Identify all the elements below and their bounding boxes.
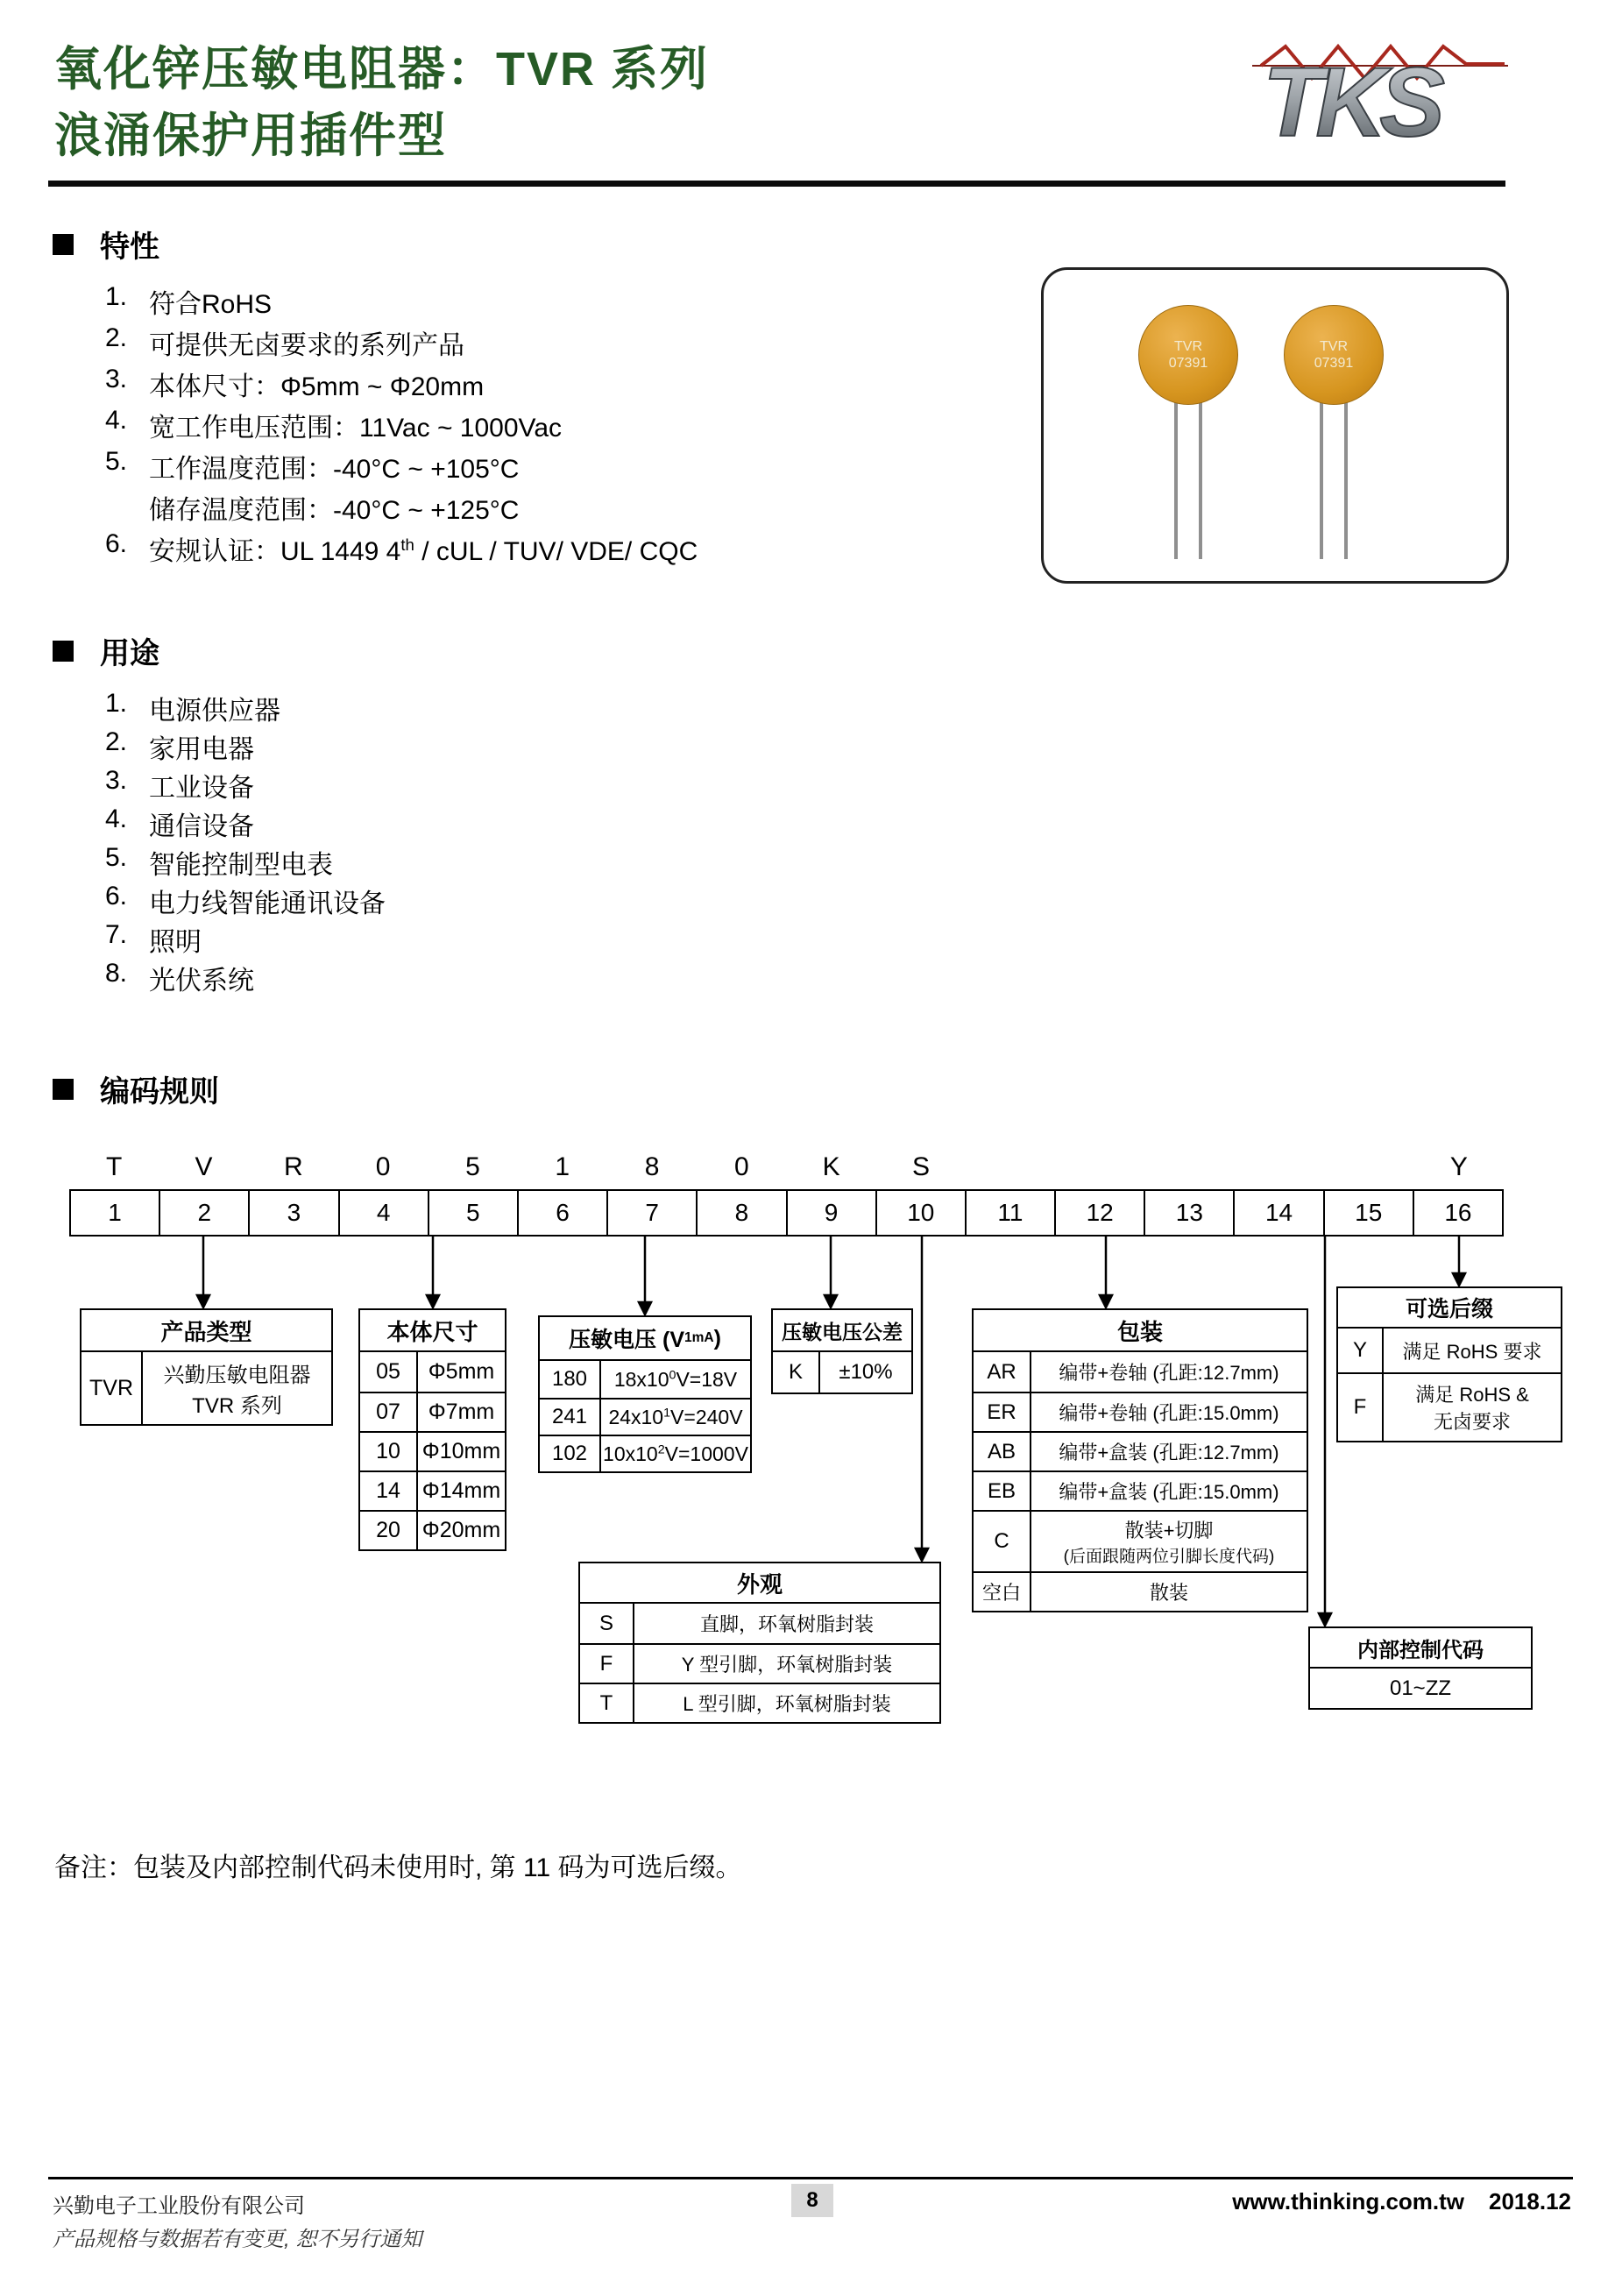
list-number: 3. xyxy=(105,365,128,393)
application-item xyxy=(105,804,254,843)
application-item xyxy=(105,920,202,959)
packaging-value: 散装 xyxy=(1149,1582,1188,1604)
list-text: 本体尺寸：Φ5mm ~ Φ20mm xyxy=(149,372,485,401)
internal-code-header: 内部控制代码 xyxy=(1310,1628,1531,1669)
suffix-header: 可选后缀 xyxy=(1338,1288,1561,1329)
voltage-header-pre: 压敏电压 (V xyxy=(569,1328,684,1352)
voltage-tolerance-table xyxy=(771,1308,913,1394)
tks-logo xyxy=(1249,29,1512,159)
list-text: 储存温度范围：-40°C ~ +125°C xyxy=(149,496,520,525)
code-digit-cell: 15 xyxy=(1325,1191,1414,1235)
suffix-value-line1: 满足 RoHS & xyxy=(1415,1384,1529,1406)
optional-suffix-table xyxy=(1336,1286,1562,1442)
code-letter: 0 xyxy=(734,1152,749,1181)
product-photo xyxy=(1041,267,1509,584)
disc-marking-line1: TVR xyxy=(1174,339,1202,354)
voltage-code: 180 xyxy=(540,1361,601,1398)
list-number xyxy=(105,488,149,527)
list-number: 1. xyxy=(105,689,128,718)
packaging-code: AB xyxy=(974,1433,1031,1470)
code-letter xyxy=(966,1150,1055,1185)
code-digit-cell: 10 xyxy=(877,1191,967,1235)
section-applications-label: 用途 xyxy=(100,637,159,670)
feature-item xyxy=(105,365,484,403)
application-item xyxy=(105,689,280,727)
list-number: 6. xyxy=(105,529,128,558)
product-type-desc-line2: TVR 系列 xyxy=(192,1394,282,1418)
list-number: 2. xyxy=(105,727,128,756)
voltage-value-post: V=1000V xyxy=(664,1442,748,1465)
code-letter xyxy=(1324,1150,1413,1185)
list-number: 5. xyxy=(105,447,128,476)
list-text: 电源供应器 xyxy=(149,697,280,726)
section-bullet-square xyxy=(53,1079,74,1100)
list-number: 4. xyxy=(105,406,128,435)
disc-marking-line2: 07391 xyxy=(1314,356,1354,371)
footer-right xyxy=(1232,2188,1571,2215)
logo-text: TKS xyxy=(1263,47,1438,157)
packaging-code: AR xyxy=(974,1352,1031,1392)
voltage-value-exp: 1 xyxy=(663,1405,671,1420)
list-text: 智能控制型电表 xyxy=(149,851,333,880)
voltage-value xyxy=(601,1400,750,1435)
voltage-header-sub: 1mA xyxy=(684,1330,714,1345)
code-letter xyxy=(1055,1150,1144,1185)
code-letter: R xyxy=(283,1152,303,1181)
voltage-value xyxy=(601,1436,750,1471)
list-text: 宽工作电压范围：11Vac ~ 1000Vac xyxy=(149,414,563,443)
list-number: 3. xyxy=(105,766,128,795)
appearance-code: T xyxy=(580,1684,634,1722)
page-number-badge: 8 xyxy=(791,2184,833,2217)
code-digit-cell: 11 xyxy=(967,1191,1056,1235)
product-type-table xyxy=(80,1308,333,1426)
list-text: 家用电器 xyxy=(149,735,254,764)
footer-company: 兴勤电子工业股份有限公司 xyxy=(53,2194,305,2218)
code-letter xyxy=(1145,1150,1235,1185)
code-digit-cell: 1 xyxy=(71,1191,160,1235)
packaging-value-line2: (后面跟随两位引脚长度代码) xyxy=(1063,1548,1275,1566)
suffix-value: 满足 RoHS 要求 xyxy=(1402,1340,1542,1363)
list-text: 通信设备 xyxy=(149,812,254,841)
title-divider xyxy=(48,181,1505,187)
varistor-disc xyxy=(1284,305,1384,405)
size-value: Φ7mm xyxy=(428,1400,495,1424)
list-text: 工业设备 xyxy=(149,774,254,803)
section-applications xyxy=(53,629,159,672)
feature-item-continued xyxy=(105,488,519,527)
packaging-value-line1: 散装+切脚 xyxy=(1124,1520,1214,1541)
varistor-lead xyxy=(1199,398,1202,559)
appearance-table xyxy=(578,1562,941,1724)
packaging-code: EB xyxy=(974,1472,1031,1510)
packaging-header: 包装 xyxy=(974,1310,1307,1352)
size-value: Φ14mm xyxy=(421,1478,501,1503)
tolerance-value: ±10% xyxy=(839,1360,893,1384)
voltage-value-post: V=240V xyxy=(670,1405,743,1428)
feature-item xyxy=(105,282,272,321)
code-digit-row xyxy=(69,1189,1504,1237)
product-type-desc-line1: 兴勤压敏电阻器 xyxy=(163,1364,311,1387)
section-features-label: 特性 xyxy=(100,230,159,264)
code-digit-cell: 2 xyxy=(160,1191,250,1235)
appearance-value: Y 型引脚，环氧树脂封装 xyxy=(681,1654,893,1676)
list-number: 8. xyxy=(105,959,128,988)
code-letter: K xyxy=(822,1152,840,1181)
list-number: 5. xyxy=(105,843,128,872)
code-letter xyxy=(1235,1150,1324,1185)
code-digit-cell: 5 xyxy=(429,1191,519,1235)
code-digit-cell: 8 xyxy=(698,1191,787,1235)
body-size-table xyxy=(358,1308,506,1551)
section-coding-label: 编码规则 xyxy=(100,1075,219,1109)
appearance-header: 外观 xyxy=(580,1563,939,1604)
suffix-value-line2: 无卤要求 xyxy=(1433,1411,1511,1433)
packaging-code: C xyxy=(974,1512,1031,1571)
size-code: 14 xyxy=(360,1472,418,1510)
code-letter: T xyxy=(105,1152,123,1181)
list-text: 符合RoHS xyxy=(149,290,273,319)
section-coding-rules xyxy=(53,1067,219,1110)
note-text: 备注：包装及内部控制代码未使用时, 第 11 码为可选后缀。 xyxy=(54,1853,742,1882)
feature-item xyxy=(105,406,562,444)
internal-code-value: 01~ZZ xyxy=(1389,1676,1452,1700)
cert-superscript: th xyxy=(400,535,414,554)
code-letter-row xyxy=(69,1150,1504,1185)
code-letter: 5 xyxy=(465,1152,480,1181)
product-type-desc xyxy=(143,1352,331,1424)
voltage-value-exp: 2 xyxy=(657,1442,665,1456)
size-code: 07 xyxy=(360,1393,418,1431)
code-digit-cell: 3 xyxy=(250,1191,339,1235)
disc-marking-line1: TVR xyxy=(1320,339,1348,354)
list-text xyxy=(149,529,698,568)
varistor-voltage-table xyxy=(538,1315,752,1473)
packaging-value: 编带+卷轴 (孔距:12.7mm) xyxy=(1059,1362,1279,1384)
list-text: 工作温度范围：-40°C ~ +105°C xyxy=(149,455,520,484)
list-number: 6. xyxy=(105,882,128,911)
packaging-value xyxy=(1031,1512,1307,1571)
list-text: 电力线智能通讯设备 xyxy=(149,889,386,918)
varistor-lead xyxy=(1320,398,1323,559)
footer-divider xyxy=(48,2177,1573,2179)
voltage-value-exp: 0 xyxy=(669,1367,676,1382)
packaging-code: ER xyxy=(974,1393,1031,1431)
packaging-value: 编带+盒装 (孔距:12.7mm) xyxy=(1059,1442,1279,1463)
voltage-code: 102 xyxy=(540,1436,601,1471)
product-type-header: 产品类型 xyxy=(81,1310,331,1352)
appearance-code: F xyxy=(580,1645,634,1683)
size-code: 05 xyxy=(360,1352,418,1392)
varistor-lead xyxy=(1344,398,1348,559)
list-number: 2. xyxy=(105,323,128,352)
voltage-code: 241 xyxy=(540,1400,601,1435)
varistor-disc xyxy=(1138,305,1238,405)
footer-date: 2018.12 xyxy=(1489,2188,1571,2215)
tolerance-code: K xyxy=(773,1352,820,1392)
internal-code-table xyxy=(1308,1626,1533,1710)
section-bullet-square xyxy=(53,234,74,255)
code-letter: V xyxy=(195,1152,213,1181)
voltage-value xyxy=(601,1361,750,1398)
appearance-code: S xyxy=(580,1604,634,1643)
packaging-code: 空白 xyxy=(974,1573,1031,1611)
feature-item xyxy=(105,323,464,362)
section-bullet-square xyxy=(53,641,74,662)
size-value: Φ20mm xyxy=(421,1518,501,1542)
cert-text-post: / cUL / TUV/ VDE/ CQC xyxy=(414,537,698,566)
voltage-value-post: V=18V xyxy=(676,1367,738,1391)
code-digit-cell: 12 xyxy=(1056,1191,1145,1235)
list-number: 1. xyxy=(105,282,128,311)
list-number: 7. xyxy=(105,920,128,949)
code-letter: 0 xyxy=(375,1152,391,1181)
code-digit-cell: 7 xyxy=(608,1191,698,1235)
packaging-value: 编带+盒装 (孔距:15.0mm) xyxy=(1059,1481,1279,1503)
size-value: Φ5mm xyxy=(428,1359,495,1384)
voltage-header xyxy=(540,1317,750,1361)
size-code: 20 xyxy=(360,1512,418,1549)
body-size-header: 本体尺寸 xyxy=(360,1310,505,1352)
footer-disclaimer: 产品规格与数据若有变更, 恕不另行通知 xyxy=(53,2228,422,2251)
appearance-value: 直脚，环氧树脂封装 xyxy=(699,1613,874,1635)
application-item xyxy=(105,843,333,882)
page-title-line1: 氧化锌压敏电阻器：TVR 系列 xyxy=(54,43,710,96)
code-digit-cell: 6 xyxy=(519,1191,608,1235)
voltage-value-pre: 10x10 xyxy=(603,1442,658,1465)
list-text: 照明 xyxy=(149,928,202,957)
code-digit-cell: 4 xyxy=(340,1191,429,1235)
section-features xyxy=(53,223,159,266)
website-link[interactable]: www.thinking.com.tw xyxy=(1232,2188,1465,2215)
product-type-code: TVR xyxy=(81,1352,143,1424)
code-letter: Y xyxy=(1449,1152,1468,1181)
size-value: Φ10mm xyxy=(421,1439,501,1463)
appearance-value: L 型引脚，环氧树脂封装 xyxy=(683,1693,891,1715)
suffix-value xyxy=(1384,1374,1561,1441)
code-digit-cell: 9 xyxy=(788,1191,877,1235)
suffix-code: Y xyxy=(1338,1329,1384,1372)
varistor-lead xyxy=(1174,398,1178,559)
code-digit-cell: 14 xyxy=(1235,1191,1324,1235)
cert-text: 安规认证：UL 1449 4 xyxy=(149,537,401,566)
code-digit-cell: 13 xyxy=(1145,1191,1235,1235)
packaging-table xyxy=(972,1308,1308,1612)
suffix-code: F xyxy=(1338,1374,1384,1441)
list-text: 光伏系统 xyxy=(149,967,254,996)
code-letter: 8 xyxy=(644,1152,660,1181)
application-item xyxy=(105,727,254,766)
voltage-header-post: ) xyxy=(713,1325,721,1350)
tolerance-header: 压敏电压公差 xyxy=(773,1310,911,1352)
feature-item xyxy=(105,447,519,485)
application-item xyxy=(105,959,254,997)
page-title-line2: 浪涌保护用插件型 xyxy=(54,110,447,162)
application-item xyxy=(105,882,386,920)
code-letter: 1 xyxy=(555,1152,570,1181)
code-digit-cell: 16 xyxy=(1444,1199,1472,1226)
voltage-value-pre: 24x10 xyxy=(608,1405,664,1428)
voltage-value-pre: 18x10 xyxy=(613,1367,669,1391)
size-code: 10 xyxy=(360,1433,418,1470)
application-item xyxy=(105,766,254,804)
code-letter: S xyxy=(911,1152,930,1181)
list-number: 4. xyxy=(105,804,128,833)
disc-marking-line2: 07391 xyxy=(1168,356,1208,371)
feature-item xyxy=(105,529,698,568)
list-text: 可提供无卤要求的系列产品 xyxy=(149,331,464,360)
packaging-value: 编带+卷轴 (孔距:15.0mm) xyxy=(1059,1402,1279,1424)
